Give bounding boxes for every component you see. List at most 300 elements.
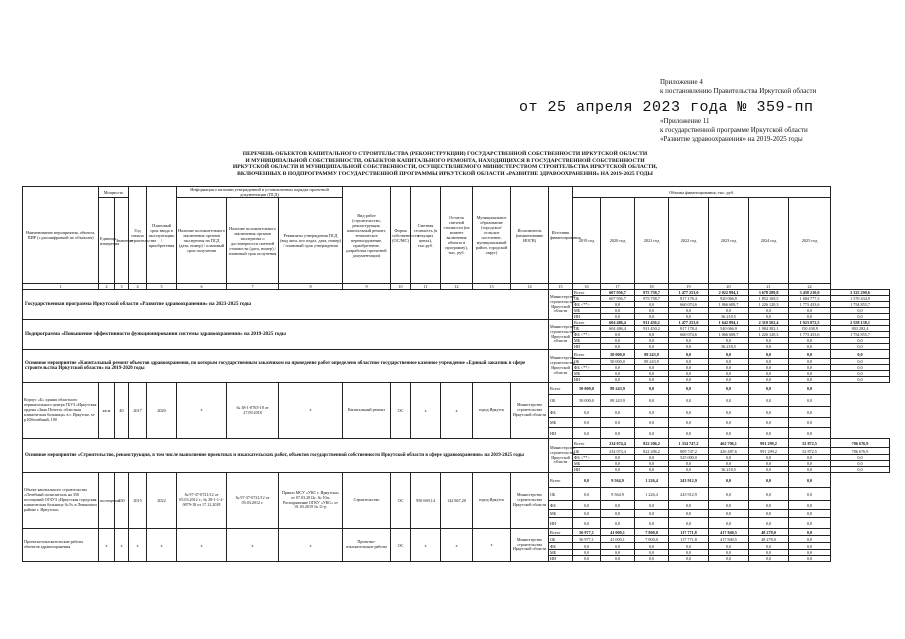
funding-value-cell: 0,0 [601,365,635,371]
funding-value-cell: 0,0 [709,518,749,529]
funding-value-cell: 0,0 [749,359,789,365]
funding-source-cell: ИИ [573,344,601,350]
column-number-cell: 14 [511,284,549,290]
funding-value-cell: 0,0 [789,350,831,359]
funding-value-cell: 0,0 [749,371,789,377]
funding-value-cell: 0,0 [749,518,789,529]
funding-value-cell: 0,0 [709,395,749,407]
object-name-cell: Проектно-изыскательские работы объектов здравоохранения [23,529,99,562]
funding-value-cell: 0,0 [601,308,635,314]
object-ownership-cell: ОС [391,383,411,439]
funding-value-cell: 0,0 [573,418,601,428]
funding-value-cell: 911 450,2 [635,326,669,332]
column-number-cell: 13 [473,284,511,290]
funding-value-cell: 0,0 [831,371,890,377]
executor-cell: Министерство строительства Иркутской области [549,439,573,473]
object-conclusion-cell: № 97-37-0721/12 от 05.03.2012 г.; № 38-1-1-2-0079-18 от 17.12.2018 [177,473,227,529]
funding-value-cell: 0,0 [709,510,749,518]
object-attr-cell: x [227,529,279,562]
funding-value-cell: 0,0 [749,395,789,407]
funding-value-cell: 0,0 [601,501,635,510]
funding-value-cell: 0,0 [601,302,635,308]
funding-value-cell: 9 564,9 [601,473,635,488]
funding-row [23,290,890,296]
funding-value-cell: 0,0 [789,395,831,407]
object-start-cell: 2017 [129,383,147,439]
object-name-cell: Объект капитального строительства «Лечебный полиспиталь на 350 посещений ОГАУЗ «Иркутская городская клиническая больница № 9» в Ленинском районе г. Иркутска» [23,473,99,529]
object-estimate-cell: x [411,383,441,439]
funding-value-cell: 1 334 747,2 [669,439,709,448]
document-title [195,151,695,177]
funding-value-cell: 0,0 [669,461,709,467]
funding-value-cell: 50 000,0 [601,359,635,365]
funding-value-cell: 36 218,5 [709,314,749,320]
funding-value-cell: 89 243,9 [635,359,669,365]
object-attr-cell: x [177,529,227,562]
program-ref-label: к государственной программе Иркутской области [660,126,808,134]
object-attr-cell: x [115,529,129,562]
funding-value-cell: 0,0 [635,314,669,320]
funding-value-cell: 7 800,0 [635,529,669,536]
funding-row [23,529,890,536]
funding-value-cell: 1 754 855,7 [831,302,890,308]
funding-value-cell: 0,0 [789,377,831,383]
funding-value-cell: 417 840,5 [709,536,749,543]
funding-value-cell: 1 642 894,1 [709,320,749,326]
funding-source-cell: МБ [549,550,573,556]
funding-value-cell: 0,0 [709,350,749,359]
funding-value-cell: 822 206,2 [635,448,669,455]
column-number-cell: 16 [573,284,601,290]
funding-value-cell: 0,0 [669,510,709,518]
column-number-cell: 8 [279,284,343,290]
column-number-cell: 20 [709,284,749,290]
object-estimate-cell: 950 669,14 [411,473,441,529]
funding-value-cell: 56 977,1 [573,529,601,536]
funding-value-cell: 0,0 [669,518,709,529]
funding-value-cell: 0,0 [635,332,669,338]
funding-value-cell: 3 458 210,0 [789,290,831,296]
funding-value-cell: 0,0 [709,418,749,428]
funding-source-cell: ОБ [573,359,601,365]
funding-value-cell: 0,0 [669,314,709,320]
funding-value-cell: 0,0 [749,350,789,359]
funding-value-cell: 0,0 [669,543,709,550]
funding-value-cell: 0,0 [709,338,749,344]
section-name-cell: Подпрограмма «Повышение эффективности функционирования системы здравоохранения» на 2019-2025 годы [23,320,549,350]
funding-value-cell: 975 758,7 [635,290,669,296]
funding-value-cell: 1 477 253,0 [669,320,709,326]
funding-source-cell: МБ [573,371,601,377]
objects-table-wrapper [22,186,890,562]
funding-value-cell: 3 325 290,6 [831,290,890,296]
funding-value-cell: 0,0 [709,428,749,439]
funding-source-cell: ОБ [573,296,601,302]
funding-value-cell: 117 771,8 [669,536,709,543]
funding-source-cell: Всего [573,290,601,296]
funding-value-cell: 0,0 [573,543,601,550]
funding-value-cell: 0,0 [789,383,831,395]
funding-value-cell: 0,0 [789,428,831,439]
col-estimate-header: Сметная стоимость (в текущих ценах), тыс.руб. [411,187,441,284]
funding-value-cell: 0,0 [789,314,831,320]
funding-value-cell: 0,0 [635,461,669,467]
funding-value-cell: 660 074,6 [669,302,709,308]
column-number-cell: 11 [411,284,441,290]
funding-value-cell: 89 243,9 [601,395,635,407]
object-approval-cell: Приказ МСУ «УКС г. Иркутска» от 07.03.2012г. № 10п; Распоряжение ОГКУ «УКС» от 01.03.2019 № 11-р [279,473,343,529]
funding-source-cell: ОБ [549,488,573,501]
funding-value-cell: 50 000,0 [573,383,601,395]
funding-value-cell: 0,0 [749,556,789,562]
funding-value-cell: 0,0 [749,344,789,350]
funding-value-cell: 89 243,9 [601,383,635,395]
section-name-cell: Основное мероприятие «Капитальный ремонт объектов здравоохранения, по которым государственным заказчиком на проведение работ определено областное государственное казенное учреждение «Единый заказчик в сфере строительства Иркутской области» на 2019-2020 годы [23,350,549,383]
executor-cell: Министерство строительства Иркутской области [511,473,549,529]
col-ownership-header: Форма собственности (ОС/МС) [391,187,411,284]
funding-source-cell: ОБ [573,326,601,332]
funding-value-cell: 52 872,5 [789,448,831,455]
executor-cell: Министерство строительства Иркутской области [549,320,573,350]
funding-value-cell: 0,0 [709,556,749,562]
executor-cell: Министерство строительства Иркутской области [511,529,549,562]
funding-value-cell: 7 800,0 [635,536,669,543]
col-year-header: 2022 год [669,198,709,284]
funding-value-cell: 803 282,4 [831,326,890,332]
col-cost-conclusion-header: Наличие положительного заключения органов экспертизы о достоверности сметной стоимости (дата, номер) / плановый срок получения [227,198,279,284]
funding-value-cell: 0,0 [709,365,749,371]
funding-value-cell: 0,0 [831,338,890,344]
object-municipal-cell: x [473,529,511,562]
funding-source-cell: ИИ [573,467,601,473]
funding-value-cell: 0,0 [601,332,635,338]
col-executor-header: Исполнитель (наименование ИОГВ) [511,187,549,284]
funding-value-cell: 0,0 [635,550,669,556]
object-work-cell: Капитальный ремонт [343,383,391,439]
funding-value-cell: 0,0 [601,428,635,439]
funding-value-cell: 975 758,7 [635,296,669,302]
funding-value-cell: 0,0 [831,461,890,467]
funding-value-cell: 1 477 253,0 [669,290,709,296]
funding-source-cell: ИИ [573,377,601,383]
funding-value-cell: 1 773 433,6 [789,332,831,338]
funding-value-cell: 0,0 [831,308,890,314]
funding-value-cell: 0,0 [749,308,789,314]
funding-source-cell: ИИ [549,428,573,439]
funding-source-cell: Всего [549,473,573,488]
funding-value-cell: 0,0 [789,556,831,562]
funding-value-cell: 0,0 [749,501,789,510]
executor-cell: Министерство строительства Иркутской области [549,290,573,320]
program-name-label: «Развитие здравоохранения» на 2019-2025 годы [660,135,803,143]
funding-value-cell: 2 558 138,1 [831,320,890,326]
funding-value-cell: 234 074,4 [601,448,635,455]
funding-source-cell: ФБ <**> [573,455,601,461]
funding-value-cell: 0,0 [749,365,789,371]
funding-value-cell: 0,0 [669,418,709,428]
col-source-header: Источник финансирования [549,187,573,284]
column-number-cell: 18 [635,284,669,290]
funding-value-cell: 0,0 [669,428,709,439]
funding-source-cell: МБ [549,418,573,428]
funding-value-cell: 0,0 [749,550,789,556]
funding-value-cell: 0,0 [749,407,789,418]
funding-value-cell: 0,0 [709,407,749,418]
funding-source-cell: Всего [573,320,601,326]
funding-value-cell: 0,0 [789,510,831,518]
funding-value-cell: 0,0 [635,418,669,428]
funding-value-cell: 0,0 [789,536,831,543]
funding-value-cell: 0,0 [749,543,789,550]
title-line: И МУНИЦИПАЛЬНОЙ СОБСТВЕННОСТИ, ОБЪЕКТОВ КАПИТАЛЬНОГО РЕМОНТА, НАХОДЯЩИХСЯ В ГОСУДАРСТВЕННОЙ СОБСТВЕННОСТИ [245,157,645,164]
funding-source-cell: ОБ [549,536,573,543]
funding-value-cell: 0,0 [709,488,749,501]
funding-value-cell: 462 706,1 [709,439,749,448]
funding-value-cell: 0,0 [709,455,749,461]
funding-value-cell: 0,0 [635,501,669,510]
funding-value-cell: 0,0 [669,556,709,562]
funding-value-cell: 0,0 [601,418,635,428]
funding-value-cell: 525 000,0 [669,455,709,461]
col-year-header: 2025 год [789,198,831,284]
funding-value-cell: 0,0 [789,308,831,314]
column-number-cell: 7 [227,284,279,290]
funding-value-cell: 0,0 [669,308,709,314]
funding-value-cell: 89 243,9 [635,350,669,359]
funding-value-cell: 1 084 382,1 [749,326,789,332]
funding-value-cell: 0,0 [709,501,749,510]
funding-value-cell: 0,0 [635,543,669,550]
col-positive-conclusion-header: Наличие положительного заключения органов экспертизы на ПСД (дата, номер) / плановый срок получения [177,198,227,284]
funding-value-cell: 0,0 [601,455,635,461]
funding-value-cell: 0,0 [635,365,669,371]
funding-value-cell: 1 226 120,3 [749,332,789,338]
funding-value-cell: 0,0 [831,350,890,359]
col-municipal-header: Муниципальное образование (городское/сельское поселение, муниципальный район, городской округ) [473,187,511,284]
funding-value-cell: 706 676,9 [831,439,890,448]
funding-value-cell: 0,0 [601,407,635,418]
funding-value-cell: 0,0 [789,461,831,467]
funding-value-cell: 540 066,9 [709,326,749,332]
funding-value-cell: 1 066 608,7 [709,302,749,308]
object-value-cell: 350 [115,473,129,529]
funding-value-cell: 0,0 [601,314,635,320]
col-unit-header: Единица измерения [99,198,115,284]
object-attr-cell: x [129,529,147,562]
funding-value-cell: 0,0 [789,467,831,473]
funding-value-cell: 911 450,2 [635,320,669,326]
table-body [23,290,890,562]
funding-value-cell: 0,0 [789,359,831,365]
appendix-header [660,78,900,96]
funding-value-cell: 0,0 [669,344,709,350]
object-municipal-cell: город Иркутск [473,473,511,529]
title-line: ИРКУТСКОЙ ОБЛАСТИ И МУНИЦИПАЛЬНОЙ СОБСТВЕННОСТИ, ОСУЩЕСТВЛЯЕМОГО МИНИСТЕРСТВОМ СТРОИТЕЛЬСТВА ИРКУТСКОЙ ОБЛАСТИ, [232,164,658,171]
funding-source-cell: Всего [573,350,601,359]
funding-value-cell: 0,0 [669,407,709,418]
funding-value-cell: 817 178,4 [669,326,709,332]
funding-value-cell: 0,0 [669,359,709,365]
funding-value-cell: 50 000,0 [601,350,635,359]
funding-value-cell: 0,0 [709,461,749,467]
funding-source-cell: ИИ [549,518,573,529]
funding-value-cell: 52 872,5 [789,439,831,448]
funding-value-cell: 0,0 [635,518,669,529]
funding-value-cell: 0,0 [749,377,789,383]
funding-value-cell: 0,0 [573,518,601,529]
funding-value-cell: 0,0 [635,395,669,407]
section-name-cell: Государственная программа Иркутской области «Развитие здравоохранения» на 2023-2025 годы [23,290,549,320]
funding-value-cell: 48 278,0 [749,536,789,543]
resolution-date-stamp: от 25 апреля 2023 года № 359-пп [519,99,814,116]
col-work-type-header: Вид работ (строительство, реконструкция, капитальный ремонт, техническое перевооружение, приобретение, разработка проектной документации) [343,187,391,284]
object-remaining-cell: 142 867,20 [441,473,473,529]
executor-cell: Министерство строительства Иркутской области [549,350,573,383]
funding-value-cell: 822 206,2 [635,439,669,448]
funding-value-cell: 0,0 [669,550,709,556]
object-cost-conclusion-cell: № 97-37-0721/12 от 05.03.2012 г. [227,473,279,529]
funding-value-cell: 0,0 [831,359,890,365]
funding-value-cell: 0,0 [573,510,601,518]
funding-value-cell: 0,0 [669,338,709,344]
funding-value-cell: 0,0 [789,518,831,529]
object-plan-cell: 2022 [147,473,177,529]
column-number-cell: 2 [99,284,115,290]
funding-value-cell: 660 074,6 [669,332,709,338]
funding-value-cell: 1 684 777,3 [789,296,831,302]
col-remaining-header: Остаток сметной стоимости (на момент включения объекта в программу), тыс. руб. [441,187,473,284]
funding-value-cell: 9 564,9 [601,488,635,501]
funding-source-cell: МБ [573,308,601,314]
column-number-cell: 21 [749,284,789,290]
funding-value-cell: 0,0 [635,302,669,308]
resolution-label: к постановлению Правительства Иркутской области [660,87,817,95]
funding-value-cell: 0,0 [709,377,749,383]
executor-cell: Министерство строительства Иркутской области [511,383,549,439]
funding-value-cell: 991 299,2 [749,439,789,448]
funding-source-cell: ОБ [573,448,601,455]
funding-source-cell: ИИ [573,314,601,320]
funding-value-cell: 0,0 [635,377,669,383]
column-number-cell: 1 [23,284,99,290]
funding-value-cell: 0,0 [749,428,789,439]
funding-value-cell: 0,0 [573,407,601,418]
funding-source-cell: ФБ <**> [573,332,601,338]
column-number-cell: 10 [391,284,411,290]
col-year-header: 2019 год [573,198,601,284]
funding-value-cell: 604 486,4 [601,326,635,332]
funding-value-cell: 0,0 [601,338,635,344]
funding-value-cell: 36 218,5 [709,467,749,473]
funding-value-cell: 0,0 [573,556,601,562]
funding-value-cell: 0,0 [669,377,709,383]
funding-value-cell: 0,0 [573,428,601,439]
title-line: ВКЛЮЧЕННЫХ В ПОДПРОГРАММУ ГОСУДАРСТВЕННОЙ ПРОГРАММЫ ИРКУТСКОЙ ОБЛАСТИ «РАЗВИТИЕ ЗДРАВООХРАНЕНИЯ» НА 2019-2025 ГОДЫ [237,170,653,177]
funding-value-cell: 2 310 502,4 [749,320,789,326]
funding-value-cell: 1 923 872,5 [789,320,831,326]
funding-value-cell: 234 074,4 [601,439,635,448]
funding-source-cell: МБ [573,461,601,467]
funding-value-cell: 0,0 [635,467,669,473]
col-psd-info-header: Информация о наличии утвержденной в установленном порядке проектной документации (ПСД) [177,187,343,198]
funding-value-cell: 0,0 [831,467,890,473]
col-funding-header: Объемы финансирования, тыс. руб. [573,187,831,198]
funding-value-cell: 0,0 [635,455,669,461]
funding-value-cell: 2 022 894,1 [709,290,749,296]
funding-source-cell: ИИ [549,556,573,562]
funding-value-cell: 0,0 [749,455,789,461]
funding-value-cell: 41 000,1 [601,536,635,543]
funding-value-cell: 0,0 [601,518,635,529]
funding-value-cell: 426 487,6 [709,448,749,455]
object-estimate-cell: x [411,529,441,562]
funding-value-cell: 0,0 [669,383,709,395]
object-unit-cell: посещения [99,473,115,529]
funding-value-cell: 1 226,4 [635,473,669,488]
object-attr-cell: x [99,529,115,562]
funding-value-cell: 0,0 [749,461,789,467]
funding-value-cell: 0,0 [601,556,635,562]
funding-value-cell: 604 486,4 [601,320,635,326]
object-plan-cell: 2020 [147,383,177,439]
funding-value-cell: 1 773 433,6 [789,302,831,308]
funding-value-cell: 0,0 [669,395,709,407]
column-number-cell: 17 [601,284,635,290]
funding-value-cell: 0,0 [669,501,709,510]
funding-value-cell: 1 570 434,9 [831,296,890,302]
object-cost-conclusion-cell: № 38-1-0765-18 от 27.09.2018 [227,383,279,439]
object-unit-cell: кв.м [99,383,115,439]
funding-value-cell: 991 299,2 [749,448,789,455]
funding-source-cell: ФБ [549,407,573,418]
funding-value-cell: 0,0 [749,510,789,518]
funding-value-cell: 0,0 [789,543,831,550]
funding-source-cell: ФБ [549,543,573,550]
funding-source-cell: Всего [549,383,573,395]
funding-row [23,473,890,488]
funding-value-cell: 0,0 [601,550,635,556]
funding-value-cell: 0,0 [709,359,749,365]
object-work-cell: Строительство [343,473,391,529]
funding-value-cell: 0,0 [831,344,890,350]
funding-row [23,320,890,326]
section-name-cell: Основное мероприятие «Строительство, реконструкция, в том числе выполнение проектных и изыскательских работ, объектов государственной собственности Иркутской области в сфере здравоохранения» на 2019-2025 годы [23,439,549,473]
column-number-cell: 9 [343,284,391,290]
column-number-cell: 19 [669,284,709,290]
funding-value-cell: 50 000,0 [573,395,601,407]
funding-value-cell: 0,0 [709,550,749,556]
funding-value-cell: 607 956,7 [601,296,635,302]
funding-value-cell: 1 852 169,5 [749,296,789,302]
funding-value-cell: 0,0 [635,308,669,314]
funding-value-cell: 0,0 [789,455,831,461]
funding-source-cell: Всего [573,439,601,448]
funding-value-cell: 0,0 [789,344,831,350]
object-ownership-cell: ОС [391,529,411,562]
column-number-cell: 4 [129,284,147,290]
funding-value-cell: 0,0 [789,529,831,536]
funding-value-cell: 0,0 [669,371,709,377]
funding-value-cell: 117 771,8 [669,529,709,536]
funding-value-cell: 0,0 [789,550,831,556]
funding-value-cell: 1 226,4 [635,488,669,501]
col-year-header: 2024 год [749,198,789,284]
funding-row [23,383,890,395]
funding-value-cell: 0,0 [749,418,789,428]
funding-value-cell: 0,0 [573,473,601,488]
funding-source-cell: ФБ <**> [573,365,601,371]
appendix11-label: «Приложение 11 [660,117,710,125]
